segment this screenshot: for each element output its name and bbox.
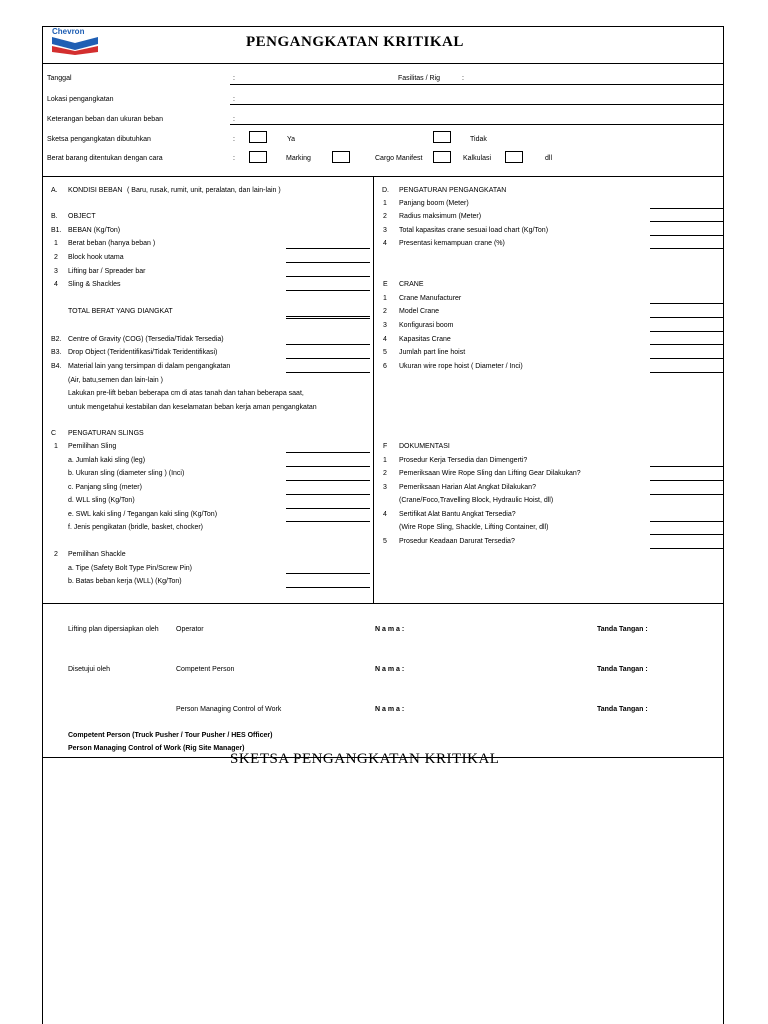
b4-field[interactable] [286,372,370,373]
e-item-field[interactable] [650,344,723,345]
f-item-text: Pemeriksaan Harian Alat Angkat Dilakukan? [399,484,536,491]
d-item-text: Radius maksimum (Meter) [399,213,482,220]
b1-item-text: Sling & Shackles [68,281,121,288]
d-item-field[interactable] [650,235,723,236]
sketch-title: SKETSA PENGANGKATAN KRITIKAL [230,751,500,767]
tanda-tangan-label: Tanda Tangan : [597,626,648,633]
f-item-field[interactable] [650,548,723,549]
c1-item-text: e. SWL kaki sling / Tegangan kaki sling (Kg/Ton) [68,511,218,518]
e-item-field[interactable] [650,372,723,373]
total-field[interactable] [286,316,370,317]
f-item-num: 1 [383,457,387,464]
nama-label: N a m a : [375,666,405,673]
f-item-num: 3 [383,484,387,491]
b3-text: Drop Object (Teridentifikasi/Tidak Teridentifikasi) [68,349,218,356]
d-item-text: Panjang boom (Meter) [399,200,469,207]
competent-person-note: Competent Person (Truck Pusher / Tour Pusher / HES Officer) [68,732,273,739]
c2-title: Pemilihan Shackle [68,551,126,558]
lokasi-field[interactable] [230,104,723,105]
section-f-title: DOKUMENTASI [399,443,450,450]
f-item-num: 2 [383,470,387,477]
pmcw-note: Person Managing Control of Work (Rig Site Manager) [68,745,245,752]
frame-top-border [42,26,724,27]
d-item-field[interactable] [650,208,723,209]
e-item-field[interactable] [650,358,723,359]
total-label: TOTAL BERAT YANG DIANGKAT [68,308,173,315]
b2-num: B2. [51,336,62,343]
b1-item-text: Block hook utama [68,254,124,261]
berat-label: Berat barang ditentukan dengan cara [47,155,163,162]
berat-colon: : [233,155,235,162]
dll-checkbox[interactable] [505,151,523,163]
marking-checkbox[interactable] [249,151,267,163]
logo-wordmark: Chevron [52,27,85,36]
fasilitas-label: Fasilitas / Rig [398,75,441,82]
f-item-text: (Crane/Foco,Travelling Block, Hydraulic Hoist, dll) [399,497,554,504]
e-item-num: 5 [383,349,387,356]
b1-item-text: Berat beban (hanya beban ) [68,240,156,247]
tanggal-colon: : [233,75,235,82]
b4-num: B4. [51,363,62,370]
e-item-num: 3 [383,322,387,329]
fasilitas-colon: : [462,75,464,82]
sketsa-colon: : [233,136,235,143]
section-e-title: CRANE [399,281,424,288]
e-item-field[interactable] [650,331,723,332]
prelift-line-1: Lakukan pre-lift beban beberapa cm di atas tanah dan tahan beberapa saat, [68,390,304,397]
d-item-num: 1 [383,200,387,207]
f-item-field[interactable] [650,494,723,495]
c1-item-field[interactable] [286,494,370,495]
c2-item-text: b. Batas beban kerja (WLL) (Kg/Ton) [68,578,182,585]
cargo-label: Cargo Manifest [375,155,423,162]
b3-num: B3. [51,349,62,356]
f-item-field[interactable] [650,521,723,522]
b2-field[interactable] [286,344,370,345]
nama-label: N a m a : [375,626,405,633]
sketsa-ya-checkbox[interactable] [249,131,267,143]
prelift-line-2: untuk mengetahui kestabilan dan keselamatan beban kerja aman pengangkatan [68,404,317,411]
nama-label: N a m a : [375,706,405,713]
section-a-num: A. [51,187,58,194]
c1-item-text: d. WLL sling (Kg/Ton) [68,497,135,504]
c1-item-text: c. Panjang sling (meter) [68,484,142,491]
f-item-text: Sertifikat Alat Bantu Angkat Tersedia? [399,511,516,518]
section-a-title: KONDISI BEBAN [68,187,123,194]
e-item-text: Crane Manufacturer [399,295,462,302]
c1-item-field[interactable] [286,508,370,509]
section-d-num: D. [382,187,389,194]
b3-field[interactable] [286,358,370,359]
section-c-title: PENGATURAN SLINGS [68,430,144,437]
tanda-tangan-label: Tanda Tangan : [597,706,648,713]
info-divider [42,176,724,177]
c2-item-field[interactable] [286,587,370,588]
keterangan-field[interactable] [230,124,723,125]
tidak-label: Tidak [470,136,487,143]
header-divider [42,63,724,64]
f-item-field[interactable] [650,534,723,535]
b2-text: Centre of Gravity (COG) (Tersedia/Tidak Tersedia) [68,336,224,343]
b4-note: (Air, batu,semen dan lain-lain ) [68,377,163,384]
e-item-field[interactable] [650,317,723,318]
tanggal-label: Tanggal [47,75,72,82]
prepared-by-label: Lifting plan dipersiapkan oleh [68,626,159,633]
c1-item-field[interactable] [286,452,370,453]
pmcw-label: Person Managing Control of Work [176,706,282,713]
e-item-num: 1 [383,295,387,302]
e-item-num: 6 [383,363,387,370]
sketsa-tidak-checkbox[interactable] [433,131,451,143]
page-title: PENGANGKATAN KRITIKAL [246,34,464,50]
e-item-text: Kapasitas Crane [399,336,451,343]
section-b1-num: B1. [51,227,62,234]
e-item-text: Jumlah part line hoist [399,349,466,356]
c1-item-field[interactable] [286,466,370,467]
sketch-area[interactable] [43,758,723,1024]
sketsa-label: Sketsa pengangkatan dibutuhkan [47,136,151,143]
d-item-num: 3 [383,227,387,234]
c1-title: Pemilihan Sling [68,443,117,450]
b1-item-num: 4 [54,281,58,288]
b1-item-field[interactable] [286,248,370,249]
f-item-text: Prosedur Keadaan Darurat Tersedia? [399,538,515,545]
kalkulasi-label: Kalkulasi [463,155,492,162]
tanda-tangan-label: Tanda Tangan : [597,666,648,673]
d-item-field[interactable] [650,221,723,222]
c1-item-text: a. Jumlah kaki sling (leg) [68,457,146,464]
c1-item-field[interactable] [286,521,370,522]
section-b1-title: BEBAN (Kg/Ton) [68,227,121,234]
f-item-text: (Wire Rope Sling, Shackle, Lifting Container, dll) [399,524,549,531]
d-item-text: Total kapasitas crane sesuai load chart (Kg/Ton) [399,227,549,234]
section-a-note: ( Baru, rusak, rumit, unit, peralatan, dan lain-lain ) [127,187,281,194]
lokasi-label: Lokasi pengangkatan [47,96,114,103]
b1-item-num: 1 [54,240,58,247]
b1-item-num: 3 [54,268,58,275]
c1-item-field[interactable] [286,480,370,481]
d-item-field[interactable] [650,248,723,249]
c1-num: 1 [54,443,58,450]
e-item-field[interactable] [650,303,723,304]
e-item-num: 2 [383,308,387,315]
f-item-text: Prosedur Kerja Tersedia dan Dimengerti? [399,457,528,464]
section-f-num: F [383,443,388,450]
ya-label: Ya [287,136,296,143]
lokasi-colon: : [233,96,235,103]
cargo-checkbox[interactable] [332,151,350,163]
sections-bottom-divider [42,603,724,604]
b1-item-num: 2 [54,254,58,261]
operator-label: Operator [176,626,204,633]
section-b-num: B. [51,213,58,220]
section-d-title: PENGATURAN PENGANGKATAN [399,187,507,194]
d-item-text: Presentasi kemampuan crane (%) [399,240,505,247]
section-e-num: E [383,281,388,288]
e-item-text: Model Crane [399,308,440,315]
f-item-field[interactable] [650,466,723,467]
section-b-title: OBJECT [68,213,96,220]
d-item-num: 2 [383,213,387,220]
d-item-num: 4 [383,240,387,247]
kalkulasi-checkbox[interactable] [433,151,451,163]
approved-by-label: Disetujui oleh [68,666,111,673]
chevron-logo [50,27,100,55]
b1-item-field[interactable] [286,262,370,263]
tanggal-field[interactable] [230,84,723,85]
c2-item-text: a. Tipe (Safety Bolt Type Pin/Screw Pin) [68,565,192,572]
section-c-num: C [51,430,57,437]
b4-text: Material lain yang tersimpan di dalam pengangkatan [68,363,231,370]
dll-label: dll [545,155,553,162]
e-item-num: 4 [383,336,387,343]
e-item-text: Konfigurasi boom [399,322,454,329]
chevron-chevrons-icon [52,37,98,55]
total-field-double [286,318,370,319]
c2-item-field[interactable] [286,573,370,574]
b1-item-field[interactable] [286,290,370,291]
f-item-num: 5 [383,538,387,545]
c1-item-text: b. Ukuran sling (diameter sling ) (Inci) [68,470,185,477]
f-item-field[interactable] [650,480,723,481]
marking-label: Marking [286,155,311,162]
e-item-text: Ukuran wire rope hoist ( Diameter / Inci) [399,363,523,370]
c2-num: 2 [54,551,58,558]
keterangan-label: Keterangan beban dan ukuran beban [47,116,163,123]
b1-item-text: Lifting bar / Spreader bar [68,268,146,275]
f-item-text: Pemeriksaan Wire Rope Sling dan Lifting Gear Dilakukan? [399,470,581,477]
keterangan-colon: : [233,116,235,123]
b1-item-field[interactable] [286,276,370,277]
column-divider [373,176,374,603]
c1-item-text: f. Jenis pengikatan (bridle, basket, chocker) [68,524,204,531]
f-item-num: 4 [383,511,387,518]
competent-person-label: Competent Person [176,666,235,673]
